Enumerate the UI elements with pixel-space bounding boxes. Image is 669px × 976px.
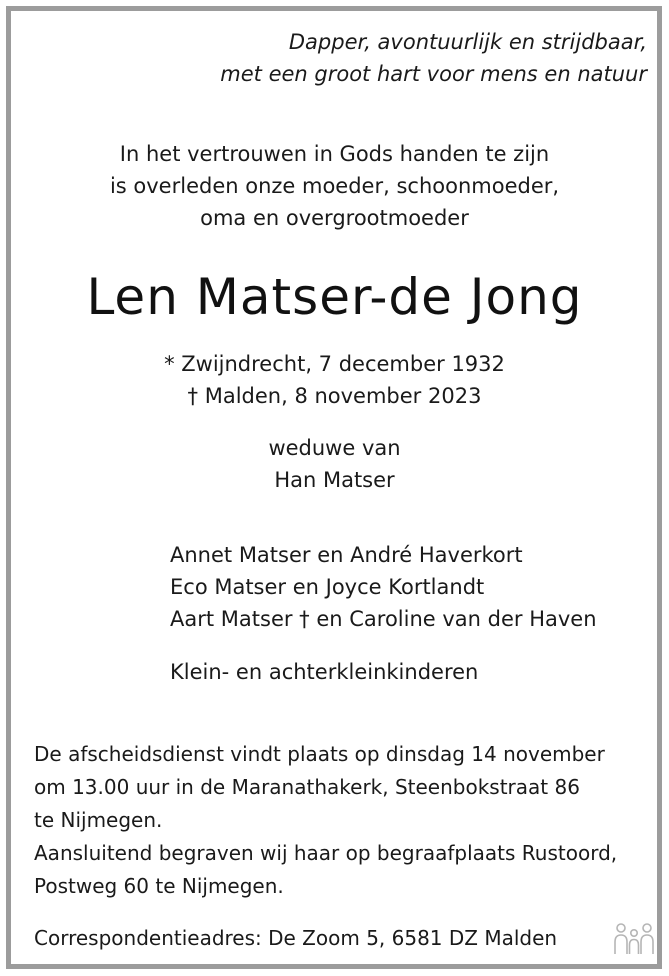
spouse-name: Han Matser (274, 468, 395, 492)
motto-line-1: Dapper, avontuurlijk en strijdbaar, (288, 30, 647, 54)
birth-date: * Zwijndrecht, 7 december 1932 (164, 352, 505, 376)
family-line-3: Aart Matser † en Caroline van der Haven (170, 607, 597, 631)
death-date: † Malden, 8 november 2023 (187, 384, 482, 408)
motto-line-2: met een groot hart voor mens en natuur (220, 62, 647, 86)
intro-line-2: is overleden onze moeder, schoonmoeder, (109, 174, 560, 198)
family-line-2: Eco Matser en Joyce Kortlandt (170, 575, 485, 599)
grandchildren-line: Klein- en achterkleinkinderen (170, 660, 479, 684)
intro-line-3: oma en overgrootmoeder (200, 206, 469, 230)
deceased-name: Len Matser-de Jong (86, 268, 583, 326)
service-line-3: te Nijmegen. (34, 808, 163, 832)
service-line-2: om 13.00 uur in de Maranathakerk, Steenbokstraat 86 (34, 775, 580, 799)
service-line-1: De afscheidsdienst vindt plaats op dinsdag 14 november (34, 742, 605, 766)
intro-line-1: In het vertrouwen in Gods handen te zijn (119, 142, 550, 166)
family-line-1: Annet Matser en André Haverkort (170, 543, 523, 567)
widow-label: weduwe van (268, 436, 401, 460)
family-figures-icon (612, 920, 656, 956)
correspondence-address: Correspondentieadres: De Zoom 5, 6581 DZ Malden (34, 926, 558, 950)
service-line-4: Aansluitend begraven wij haar op begraafplaats Rustoord, (34, 841, 618, 865)
service-line-5: Postweg 60 te Nijmegen. (34, 874, 284, 898)
